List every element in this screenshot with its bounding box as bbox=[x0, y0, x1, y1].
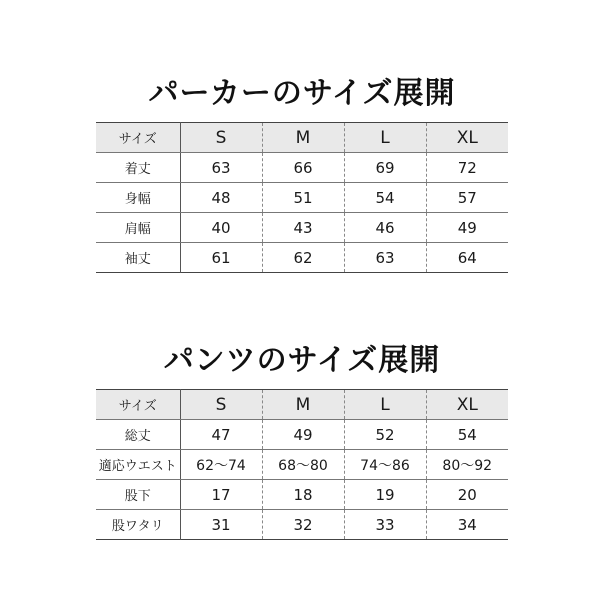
pants-cell: 33 bbox=[344, 510, 426, 540]
pants-cell: 17 bbox=[180, 480, 262, 510]
hoodie-row-chest-width bbox=[96, 183, 508, 213]
hoodie-size-m: M bbox=[262, 123, 344, 153]
hoodie-cell: 61 bbox=[180, 243, 262, 273]
hoodie-cell: 72 bbox=[426, 153, 508, 183]
hoodie-row-body-length bbox=[96, 153, 508, 183]
pants-cell: 31 bbox=[180, 510, 262, 540]
hoodie-cell: 40 bbox=[180, 213, 262, 243]
pants-cell: 54 bbox=[426, 420, 508, 450]
pants-size-title: パンツのサイズ展開 bbox=[163, 343, 441, 378]
pants-cell: 32 bbox=[262, 510, 344, 540]
hoodie-cell: 62 bbox=[262, 243, 344, 273]
hoodie-size-xl: XL bbox=[426, 123, 508, 153]
hoodie-size-table bbox=[96, 122, 508, 273]
pants-cell: 62〜74 bbox=[180, 450, 262, 480]
pants-size-section bbox=[96, 343, 508, 540]
pants-row-total-length bbox=[96, 420, 508, 450]
hoodie-size-l: L bbox=[344, 123, 426, 153]
pants-size-xl: XL bbox=[426, 390, 508, 420]
pants-header-row bbox=[96, 390, 508, 420]
hoodie-cell: 63 bbox=[344, 243, 426, 273]
pants-size-s: S bbox=[180, 390, 262, 420]
pants-size-l: L bbox=[344, 390, 426, 420]
pants-row-inseam bbox=[96, 480, 508, 510]
pants-cell: 68〜80 bbox=[262, 450, 344, 480]
hoodie-cell: 46 bbox=[344, 213, 426, 243]
pants-row-label: 股ワタリ bbox=[96, 510, 180, 540]
pants-cell: 49 bbox=[262, 420, 344, 450]
hoodie-row-label: 着丈 bbox=[96, 153, 180, 183]
hoodie-row-label: 袖丈 bbox=[96, 243, 180, 273]
pants-cell: 80〜92 bbox=[426, 450, 508, 480]
hoodie-cell: 63 bbox=[180, 153, 262, 183]
pants-cell: 52 bbox=[344, 420, 426, 450]
pants-header-label: サイズ bbox=[96, 390, 180, 420]
pants-cell: 74〜86 bbox=[344, 450, 426, 480]
pants-row-thigh-width bbox=[96, 510, 508, 540]
pants-cell: 34 bbox=[457, 515, 477, 534]
hoodie-size-title: パーカーのサイズ展開 bbox=[148, 76, 456, 111]
hoodie-cell: 51 bbox=[262, 183, 344, 213]
hoodie-row-label: 肩幅 bbox=[96, 213, 180, 243]
hoodie-size-s: S bbox=[180, 123, 262, 153]
pants-row-waist bbox=[96, 450, 508, 480]
pants-row-label: 総丈 bbox=[96, 420, 180, 450]
hoodie-cell: 54 bbox=[344, 183, 426, 213]
pants-cell: 18 bbox=[262, 480, 344, 510]
pants-cell: 20 bbox=[426, 480, 508, 510]
hoodie-header-label: サイズ bbox=[96, 123, 180, 153]
hoodie-cell: 49 bbox=[426, 213, 508, 243]
hoodie-cell: 48 bbox=[180, 183, 262, 213]
pants-size-m: M bbox=[262, 390, 344, 420]
pants-row-label: 股下 bbox=[96, 480, 180, 510]
pants-cell: 47 bbox=[180, 420, 262, 450]
pants-cell: 19 bbox=[344, 480, 426, 510]
pants-size-table bbox=[96, 389, 508, 540]
hoodie-cell: 66 bbox=[262, 153, 344, 183]
hoodie-row-label: 身幅 bbox=[96, 183, 180, 213]
hoodie-header-row bbox=[96, 123, 508, 153]
hoodie-cell: 64 bbox=[457, 248, 477, 267]
pants-row-label: 適応ウエスト bbox=[96, 450, 180, 480]
hoodie-row-sleeve-length bbox=[96, 243, 508, 273]
hoodie-cell: 57 bbox=[426, 183, 508, 213]
hoodie-cell: 69 bbox=[344, 153, 426, 183]
hoodie-size-section bbox=[96, 76, 508, 273]
hoodie-cell: 43 bbox=[262, 213, 344, 243]
hoodie-row-shoulder-width bbox=[96, 213, 508, 243]
